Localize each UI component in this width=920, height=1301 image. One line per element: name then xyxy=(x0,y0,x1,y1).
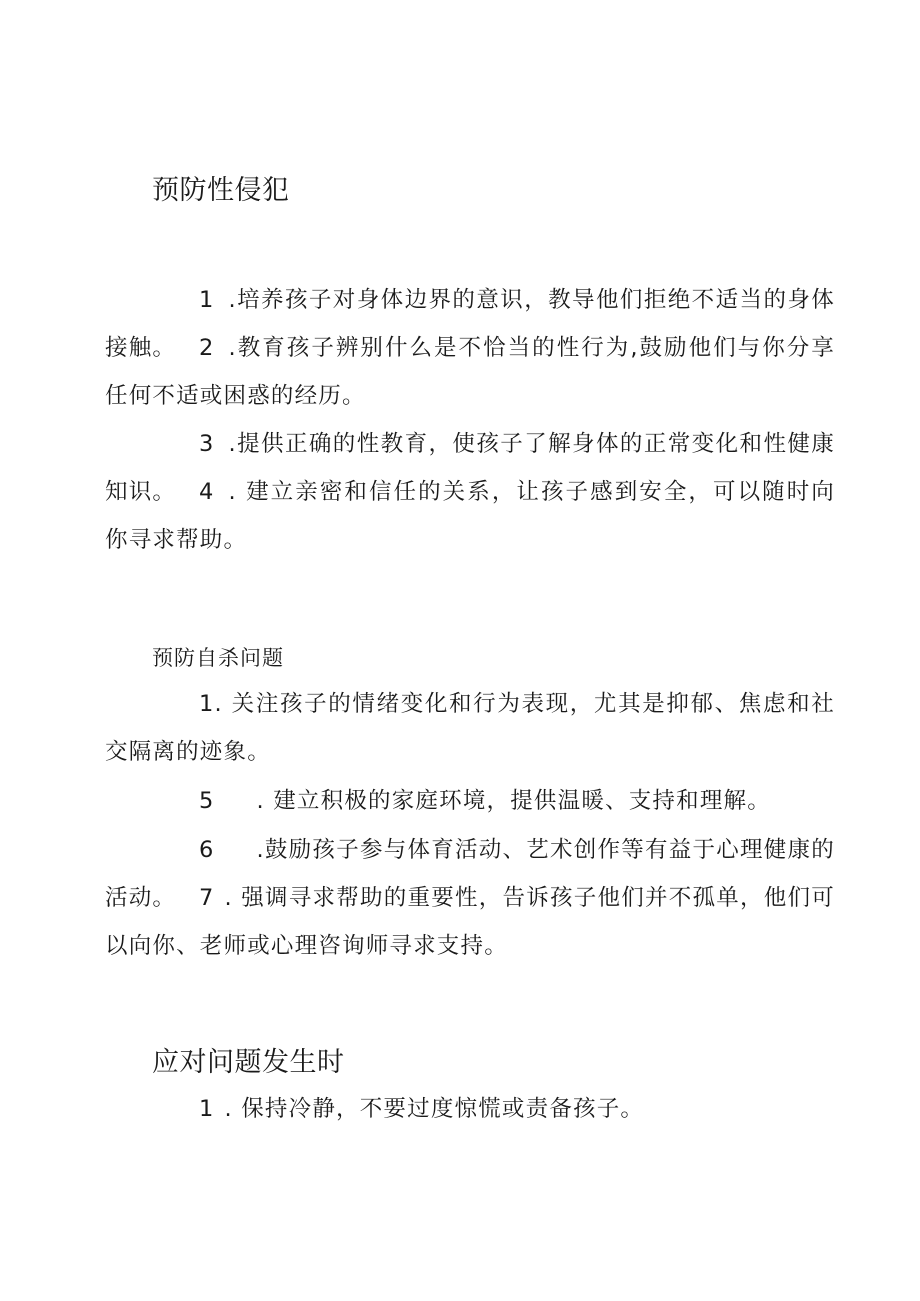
section-title-suicide-prevention: 预防自杀问题 xyxy=(152,646,284,670)
item-number: 5 xyxy=(199,788,215,814)
section-title-sexual-abuse-prevention: 预防性侵犯 xyxy=(152,175,290,206)
item-text: . 建立积极的家庭环境，提供温暖、支持和理解。 xyxy=(256,788,771,814)
list-item xyxy=(105,1085,835,1133)
item-number: 1 xyxy=(199,691,215,717)
item-text: .提供正确的性教育，使孩子了解身体的正常变化和性健康知识。 xyxy=(105,431,835,505)
section-title-when-problems-occur: 应对问题发生时 xyxy=(152,1047,345,1078)
list-item xyxy=(105,468,835,564)
item-number: 4 xyxy=(199,479,215,505)
list-item xyxy=(105,874,835,970)
list-item xyxy=(105,777,835,825)
item-text: . 强调寻求帮助的重要性，告诉孩子他们并不孤单，他们可以向你、老师或心理咨询师寻求支持。 xyxy=(105,885,835,959)
item-text: . 保持冷静，不要过度惊慌或责备孩子。 xyxy=(224,1096,645,1122)
item-number: 2 xyxy=(199,335,215,361)
item-number: 1 xyxy=(199,287,215,313)
item-text: . 关注孩子的情绪变化和行为表现，尤其是抑郁、焦虑和社交隔离的迹象。 xyxy=(105,691,835,765)
list-item xyxy=(105,680,835,776)
item-text: . 建立亲密和信任的关系，让孩子感到安全，可以随时向你寻求帮助。 xyxy=(105,479,835,553)
item-text: .鼓励孩子参与体育活动、艺术创作等有益于心理健康的活动。 xyxy=(105,837,835,911)
item-number: 6 xyxy=(199,837,215,863)
item-text: .培养孩子对身体边界的意识，教导他们拒绝不适当的身体接触。 xyxy=(105,287,835,361)
item-number: 7 xyxy=(199,885,215,911)
item-number: 1 xyxy=(199,1096,215,1122)
item-text: .教育孩子辨别什么是不恰当的性行为,鼓励他们与你分享任何不适或困惑的经历。 xyxy=(105,335,835,409)
item-number: 3 xyxy=(199,431,215,457)
list-item xyxy=(105,324,835,420)
